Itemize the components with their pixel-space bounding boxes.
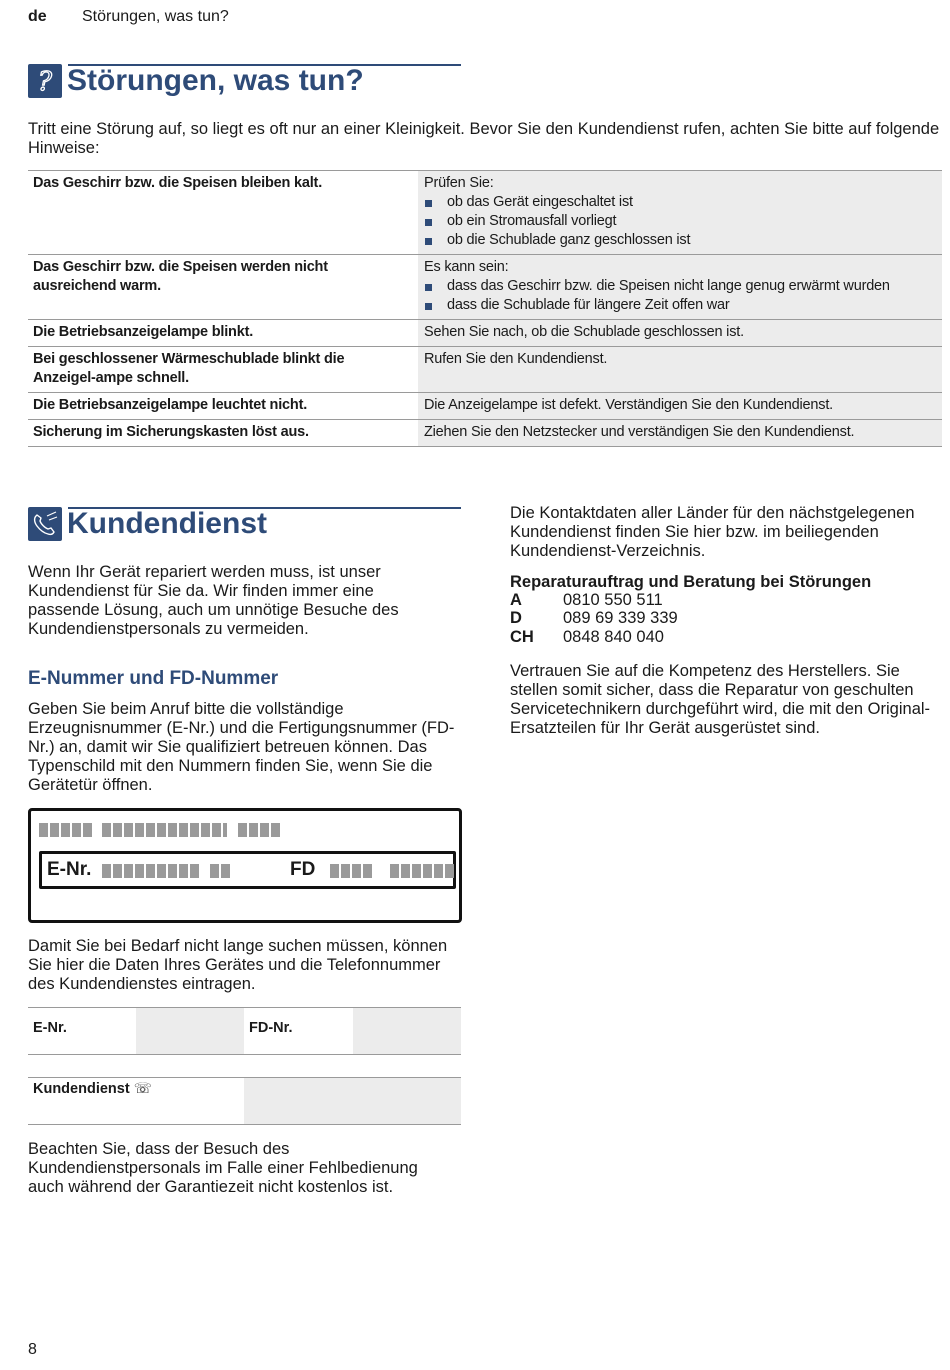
svg-text:?: ?: [38, 67, 52, 97]
plate-placeholder-row: [39, 821, 280, 839]
problem-cell: Die Betriebsanzeigelampe leuchtet nicht.: [28, 393, 416, 420]
list-item: ob die Schublade ganz geschlossen ist: [424, 231, 936, 250]
problem-cell: Das Geschirr bzw. die Speisen bleiben kalt.: [28, 171, 416, 255]
country-code: A: [510, 591, 522, 609]
solution-cell: [418, 255, 942, 320]
record-table-numbers: [28, 1007, 461, 1055]
problem-cell: Das Geschirr bzw. die Speisen werden nicht ausreichend warm.: [28, 255, 416, 320]
plate-fd-label: FD: [290, 859, 316, 880]
phone-handset-icon: [28, 507, 62, 541]
section-heading-service: [28, 507, 461, 541]
table-row: [28, 255, 942, 320]
record-service-label: Kundendienst ☏: [33, 1081, 152, 1097]
contact-row: [510, 609, 678, 628]
section-title: Kundendienst: [67, 507, 267, 540]
service-intro: Wenn Ihr Gerät repariert werden muss, ist unser Kundendienst für Sie da. Wir finden immer eine passende Lösung, auch um unnötige Besuche des Kundendienstpersonals zu vermeiden.: [28, 563, 399, 638]
plate-number-box: [39, 851, 456, 889]
enr-fd-text: Geben Sie beim Anruf bitte die vollständige Erzeugnisnummer (E-Nr.) und die Fertigungsnummer (FD-Nr.) an, damit wir Sie qualifiziert betreuen können. Das Typenschild mit den Nummern finden Sie, wenn Sie die Gerätetür öffnen.: [28, 700, 455, 794]
troubleshooting-intro: Tritt eine Störung auf, so liegt es oft nur an einer Kleinigkeit. Bevor Sie den Kundendienst rufen, achten Sie bitte auf folgende Hinweise:: [28, 120, 940, 157]
table-row: [28, 393, 942, 420]
record-service-field[interactable]: [244, 1078, 461, 1124]
question-mark-icon: [28, 64, 62, 98]
table-row: [28, 347, 942, 393]
page-number: 8: [28, 1341, 37, 1358]
problem-cell: Bei geschlossener Wärmeschublade blinkt die Anzeigel-ampe schnell.: [28, 347, 416, 393]
list-item: ob ein Stromausfall vorliegt: [424, 212, 936, 231]
problem-cell: Sicherung im Sicherungskasten löst aus.: [28, 420, 416, 447]
record-table-service: [28, 1077, 461, 1125]
language-code: de: [28, 8, 47, 25]
contact-heading: Reparaturauftrag und Beratung bei Störungen: [510, 573, 872, 591]
running-header-title: Störungen, was tun?: [82, 8, 229, 25]
section-heading-troubleshooting: [28, 64, 461, 98]
section-title: Störungen, was tun?: [67, 64, 364, 97]
problem-cell: Die Betriebsanzeigelampe blinkt.: [28, 320, 416, 347]
phone-number: 0848 840 040: [563, 628, 664, 646]
record-enr-label: E-Nr.: [33, 1020, 67, 1036]
list-item: ob das Gerät eingeschaltet ist: [424, 193, 936, 212]
solution-cell: Sehen Sie nach, ob die Schublade geschlossen ist.: [418, 320, 942, 347]
solution-lead: Es kann sein:: [424, 259, 509, 275]
list-item: dass die Schublade für längere Zeit offen war: [424, 296, 936, 315]
record-enr-field[interactable]: [136, 1008, 244, 1054]
country-code: D: [510, 609, 522, 627]
troubleshooting-table: [28, 170, 942, 447]
record-note-text: Damit Sie bei Bedarf nicht lange suchen müssen, können Sie hier die Daten Ihres Gerätes und die Telefonnummer des Kundendienstes eintragen.: [28, 937, 448, 993]
solution-cell: Ziehen Sie den Netzstecker und verständigen Sie den Kundendienst.: [418, 420, 942, 447]
contact-intro: Die Kontaktdaten aller Länder für den nächstgelegenen Kundendienst finden Sie hier bzw. im beiliegenden Kundendienst-Verzeichnis.: [510, 504, 915, 560]
contact-row: [510, 591, 663, 610]
rating-plate-illustration: [28, 808, 462, 923]
record-fdnr-field[interactable]: [353, 1008, 461, 1054]
table-row: [28, 420, 942, 447]
table-row: [28, 320, 942, 347]
phone-number: 089 69 339 339: [563, 609, 678, 627]
warranty-note: Beachten Sie, dass der Besuch des Kundendienstpersonals im Falle einer Fehlbedienung auch während der Garantiezeit nicht kostenlos ist.: [28, 1140, 418, 1196]
list-item: dass das Geschirr bzw. die Speisen nicht lange genug erwärmt wurden: [424, 277, 936, 296]
solution-cell: [418, 171, 942, 255]
record-fdnr-label: FD-Nr.: [249, 1020, 293, 1036]
enr-fd-heading: E-Nummer und FD-Nummer: [28, 668, 279, 689]
trust-text: Vertrauen Sie auf die Kompetenz des Herstellers. Sie stellen somit sicher, dass die Reparatur von geschulten Servicetechnikern durchgeführt wird, die mit den Original-Ersatzteilen für Ihr Gerät ausgerüstet sind.: [510, 662, 931, 737]
solution-cell: Die Anzeigelampe ist defekt. Verständigen Sie den Kundendienst.: [418, 393, 942, 420]
solution-lead: Prüfen Sie:: [424, 175, 494, 191]
contact-row: [510, 628, 664, 647]
phone-number: 0810 550 511: [563, 591, 663, 609]
country-code: CH: [510, 628, 534, 646]
plate-enr-label: E-Nr.: [47, 859, 92, 880]
table-row: [28, 171, 942, 255]
solution-cell: Rufen Sie den Kundendienst.: [418, 347, 942, 393]
